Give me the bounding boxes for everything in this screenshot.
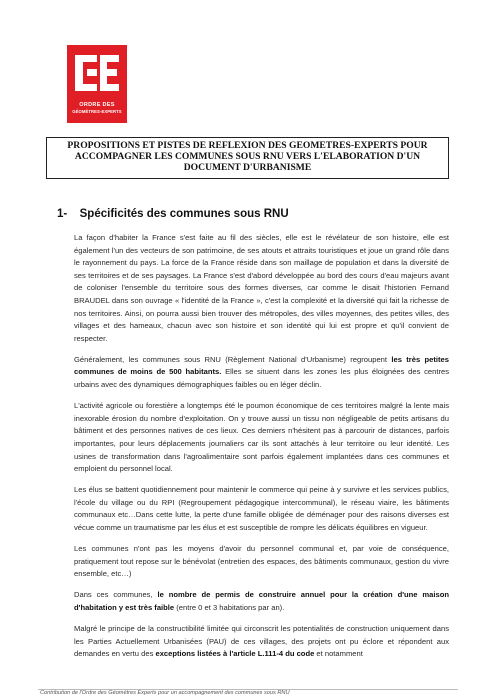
paragraph-text: Les communes n'ont pas les moyens d'avoir du personnel communal et, par voie de conséquence, pratiquement tout repose sur le bénévolat (entretien des espaces, des bâtiments communaux, gestion du vivre ensemble, etc…) bbox=[74, 544, 449, 579]
section-heading bbox=[57, 208, 289, 220]
logo-line-2: GÉOMÈTRES-EXPERTS bbox=[72, 108, 122, 114]
document-body bbox=[74, 232, 449, 669]
emphasized-text: les très petites communes de moins de 500 habitants. bbox=[74, 354, 449, 377]
body-paragraph bbox=[74, 354, 449, 392]
section-number: 1- bbox=[57, 208, 68, 220]
body-paragraph bbox=[74, 232, 449, 345]
logo-wordmark bbox=[67, 102, 127, 115]
page-footer: Contribution de l'Ordre des Géomètres Experts pour un accompagnement des communes sous RNU bbox=[40, 690, 290, 696]
paragraph-text: Les élus se battent quotidiennement pour maintenir le commerce qui peine à y survivre et les services publics, l'école du village ou du RPI (Regroupement pédagogique intercommunal), le réseau viaire, les bâtiments communaux etc…Dans cette lutte, la perte d'une famille obligée de déménager pour des raisons diverses est vécue comme un traumatisme par les élus et est susceptible de rompre les délicats équilibres en vigueur. bbox=[74, 485, 449, 532]
emphasized-text: le nombre de permis de construire annuel pour la création d'une maison d'habitation y est très faible bbox=[74, 590, 449, 612]
body-paragraph bbox=[74, 484, 449, 534]
document-title-box bbox=[46, 137, 449, 179]
paragraph-text: Malgré le principe de la constructibilité limitée qui circonscrit les potentialités de construction uniquement dans les Parties Actuellement Urbanisées (PAU) de ces villages, des projets ont pu éclore et répondent aux demandes en vertu des bbox=[74, 624, 449, 659]
logo-line-1: ORDRE DES bbox=[79, 102, 115, 108]
body-paragraph bbox=[74, 543, 449, 581]
document-title: PROPOSITIONS ET PISTES DE REFLEXION DES GEOMETRES-EXPERTS POUR ACCOMPAGNER LES COMMUNES SOUS RNU VERS L'ELABORATION D'UN DOCUMENT D'URBANISME bbox=[67, 140, 428, 173]
paragraph-text: Dans ces communes, bbox=[74, 590, 158, 600]
paragraph-text: La façon d'habiter la France s'est faite au fil des siècles, elle est le révélateur de son histoire, elle est également l'un des vecteurs de son patrimoine, de ses atouts et attraits touristiques et joue un grand rôle dans le rayonnement du pays. La force de la France réside dans son maillage de population et dans la diversité de ses territoires et de ses paysages. La France s'est d'abord développée au bord des cours d'eau majeurs avant de coloniser l'ensemble du territoire sous des formes diverses, car comme le disait l'historien Fernand BRAUDEL dans son ouvrage « l'identité de la France », c'est la complexité et la diversité qui fait la richesse de nos territoires. Ainsi, on pourra aussi bien trouver des métropoles, des villes moyennes, des petites villes, des villages et des hameaux, chacun avec son histoire et son identité qui lui est propre et qu'il convient de respecter. bbox=[74, 233, 449, 343]
paragraph-text: (entre 0 et 3 habitations par an). bbox=[174, 602, 285, 612]
emphasized-text: exceptions listées à l'article L.111-4 du code bbox=[155, 649, 315, 659]
paragraph-text: Elles se situent dans les zones les plus éloignées des centres urbains avec des dynamiques démographiques faibles ou en léger déclin. bbox=[74, 367, 449, 390]
paragraph-text: L'activité agricole ou forestière a longtemps été le poumon économique de ces territoires malgré la lente mais inexorable érosion du nombre d'exploitation. On y trouve aussi un tissu non négligeable de petits artisans du bâtiment et des personnes natives de ces lieux. Ces derniers n'hésitent pas à parcourir de distances, parfois importantes, pour leurs déplacements journaliers car ils sont attachés à leur territoire ou leur identité. Les usines de transformation dans l'agroalimentaire sont parfois également implantées dans ces communes et emploient du personnel local. bbox=[74, 401, 449, 474]
body-paragraph bbox=[74, 589, 449, 614]
body-paragraph bbox=[74, 400, 449, 476]
oge-monogram-icon bbox=[67, 45, 127, 101]
section-title-text: Spécificités des communes sous RNU bbox=[79, 208, 289, 220]
body-paragraph bbox=[74, 623, 449, 661]
paragraph-text: et notamment bbox=[314, 649, 363, 659]
paragraph-text: Généralement, les communes sous RNU (Règlement National d'Urbanisme) regroupent bbox=[74, 354, 392, 364]
ordre-geometres-logo bbox=[67, 45, 127, 123]
